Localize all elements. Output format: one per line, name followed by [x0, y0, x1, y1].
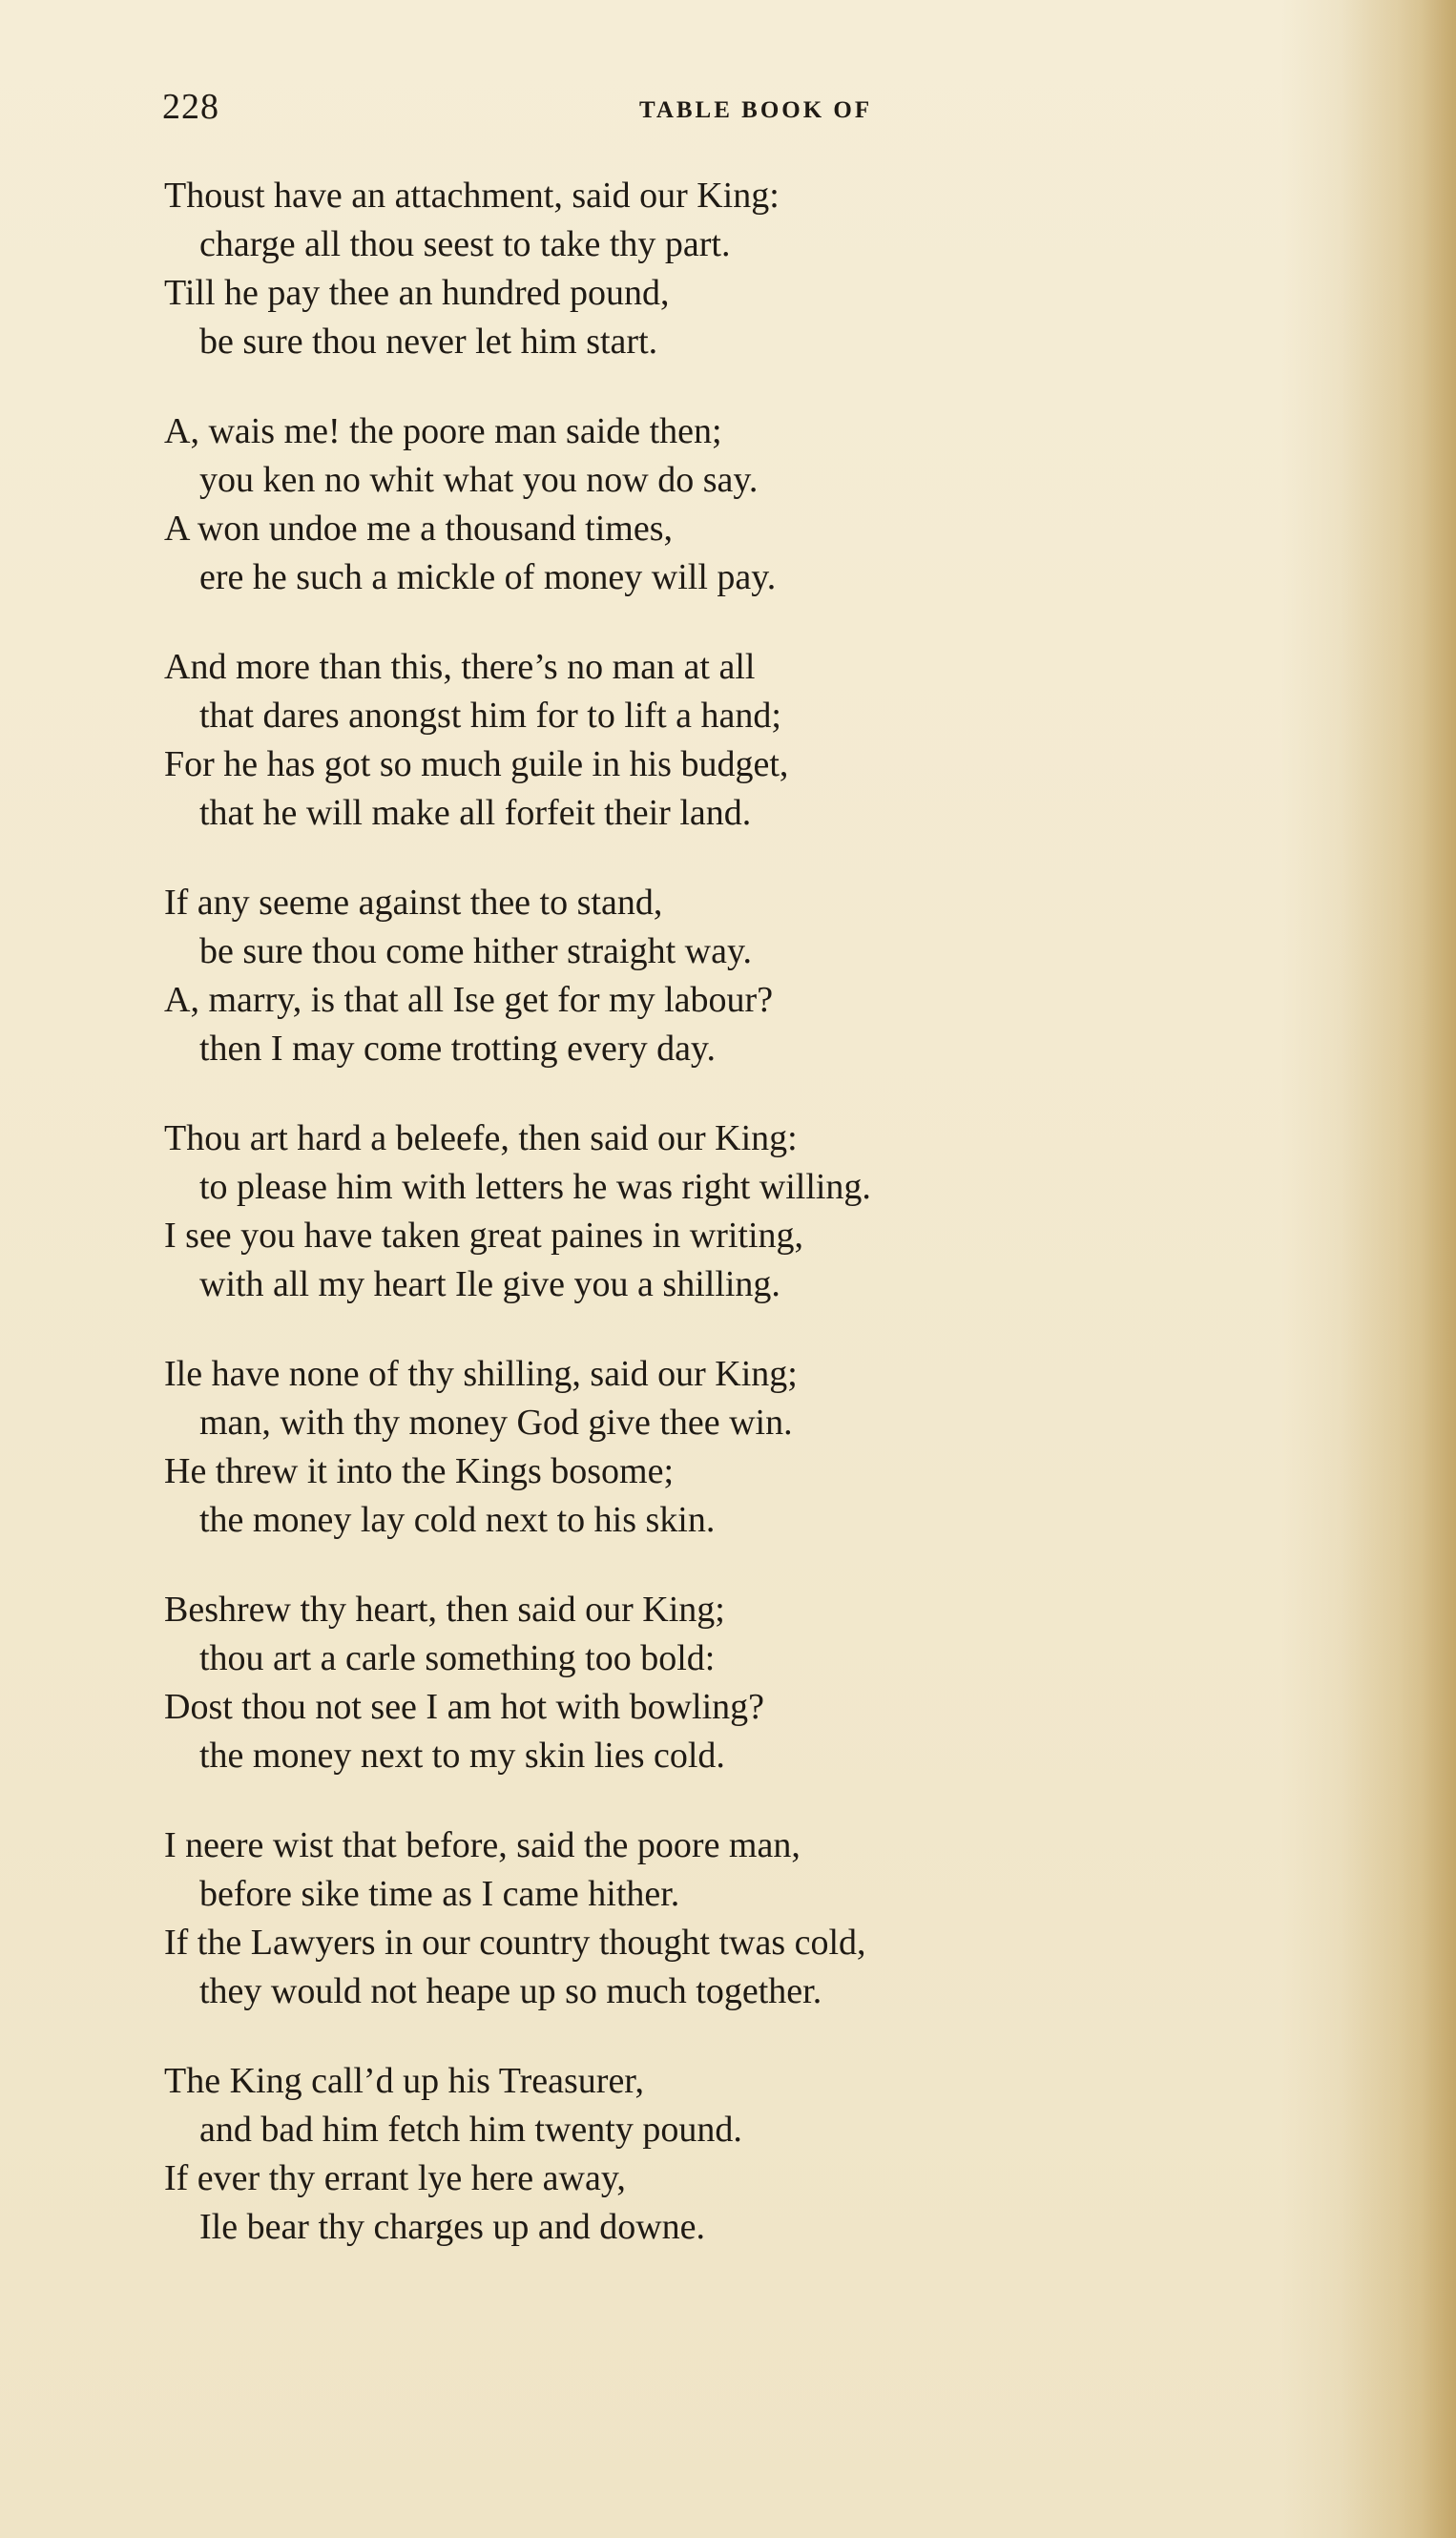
verse-line: that he will make all forfeit their land.: [199, 793, 752, 833]
verse-line: be sure thou come hither straight way.: [199, 931, 752, 971]
verse-line: thou art a carle something too bold:: [199, 1638, 716, 1678]
verse-line: Ile bear thy charges up and downe.: [199, 2207, 706, 2247]
verse-line: they would not heape up so much together.: [199, 1971, 822, 2011]
verse-line: If any seeme against thee to stand,: [164, 883, 663, 923]
verse-line: man, with thy money God give thee win.: [199, 1403, 793, 1443]
stanza: [164, 1114, 1309, 1309]
verse-line: before sike time as I came hither.: [199, 1874, 680, 1914]
verse-line: Thou art hard a beleefe, then said our King:: [164, 1118, 798, 1158]
verse-line: A, marry, is that all Ise get for my labour?: [164, 980, 774, 1020]
verse-line: ere he such a mickle of money will pay.: [199, 557, 777, 597]
verse-line: the money lay cold next to his skin.: [199, 1500, 716, 1540]
stanza: [164, 643, 1309, 838]
verse-line: to please him with letters he was right willing.: [199, 1167, 871, 1207]
verse-line: If ever thy errant lye here away,: [164, 2158, 626, 2198]
verse-line: you ken no whit what you now do say.: [199, 460, 759, 500]
poem-body: [164, 172, 1309, 2293]
verse-line: Dost thou not see I am hot with bowling?: [164, 1687, 765, 1727]
stanza: [164, 1821, 1309, 2016]
verse-line: And more than this, there’s no man at all: [164, 647, 756, 687]
verse-line: with all my heart Ile give you a shilling.: [199, 1264, 780, 1304]
verse-line: Beshrew thy heart, then said our King;: [164, 1590, 725, 1630]
stanza: [164, 1350, 1309, 1545]
verse-line: He threw it into the Kings bosome;: [164, 1451, 675, 1491]
verse-line: Thoust have an attachment, said our King:: [164, 176, 780, 216]
verse-line: be sure thou never let him start.: [199, 322, 658, 362]
stanza: [164, 1586, 1309, 1780]
verse-line: Till he pay thee an hundred pound,: [164, 273, 670, 313]
verse-line: then I may come trotting every day.: [199, 1029, 716, 1069]
verse-line: and bad him fetch him twenty pound.: [199, 2110, 742, 2150]
stanza: [164, 172, 1309, 366]
stanza: [164, 879, 1309, 1073]
page-header: [0, 86, 1456, 134]
verse-line: For he has got so much guile in his budget,: [164, 744, 789, 784]
verse-line: Ile have none of thy shilling, said our King;: [164, 1354, 798, 1394]
verse-line: I neere wist that before, said the poore man,: [164, 1825, 801, 1865]
verse-line: If the Lawyers in our country thought twas cold,: [164, 1923, 866, 1963]
verse-line: The King call’d up his Treasurer,: [164, 2061, 644, 2101]
verse-line: I see you have taken great paines in writing,: [164, 1216, 804, 1256]
stanza: [164, 407, 1309, 602]
page-number: 228: [162, 87, 219, 127]
verse-line: charge all thou seest to take thy part.: [199, 224, 731, 264]
page-edge-shadow: [1342, 0, 1456, 2538]
verse-line: A won undoe me a thousand times,: [164, 509, 673, 549]
stanza: [164, 2057, 1309, 2252]
running-head: TABLE BOOK OF: [639, 97, 873, 123]
verse-line: the money next to my skin lies cold.: [199, 1736, 725, 1776]
verse-line: A, wais me! the poore man saide then;: [164, 411, 722, 451]
verse-line: that dares anongst him for to lift a hand;: [199, 696, 781, 736]
